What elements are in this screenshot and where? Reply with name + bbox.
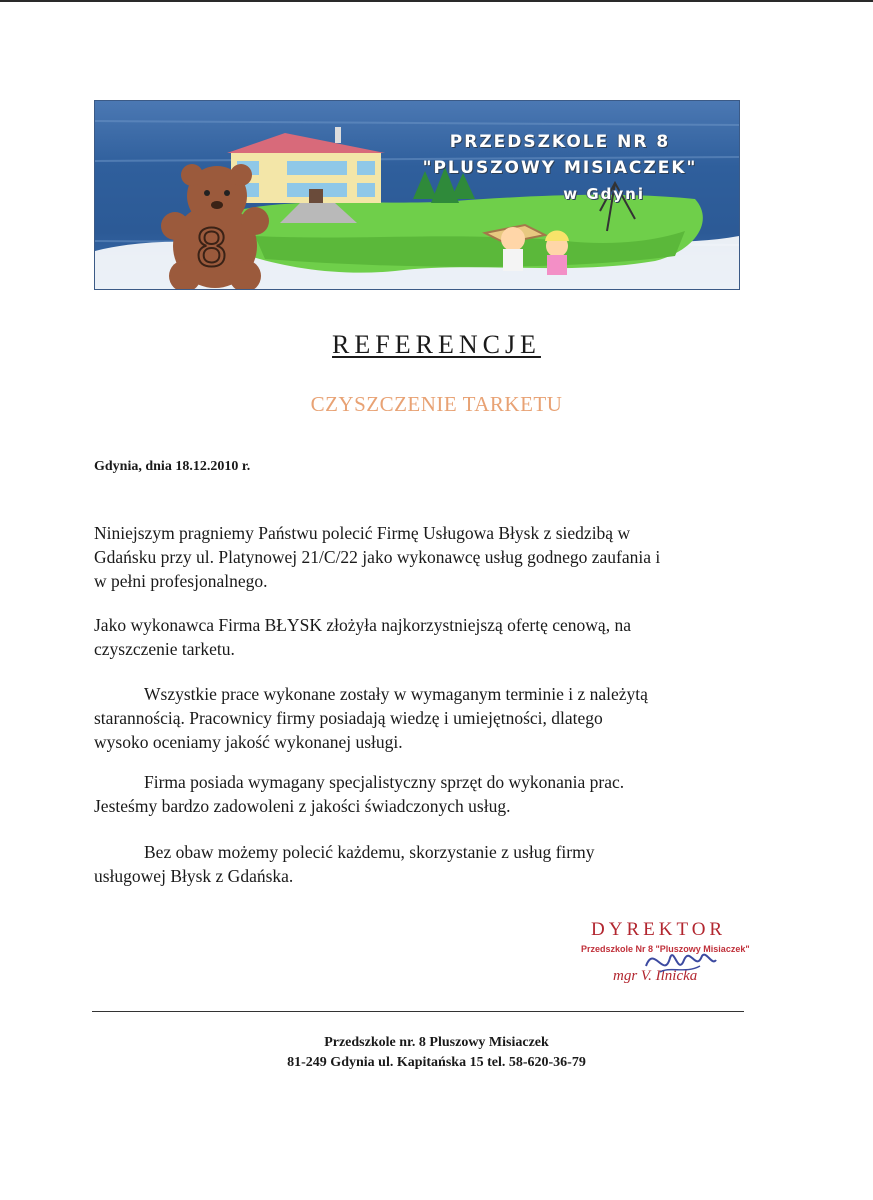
paragraph-quality xyxy=(94,682,754,754)
text-line: czyszczenie tarketu. xyxy=(94,639,235,659)
document-subheading: CZYSZCZENIE TARKETU xyxy=(310,392,563,416)
paragraph-closing xyxy=(94,840,754,888)
banner-line-1: PRZEDSZKOLE NR 8 xyxy=(449,132,671,152)
text-line: Jesteśmy bardzo zadowoleni z jakości świadczonych usług. xyxy=(94,796,511,816)
paragraph-offer xyxy=(94,613,754,661)
banner-line-3: w Gdyni xyxy=(563,185,645,203)
paragraph-equipment xyxy=(94,770,754,818)
text-line: Wszystkie prace wykonane zostały w wymaganym terminie i z należytą xyxy=(144,684,648,704)
footer-address xyxy=(0,1033,873,1073)
text-line: wysoko oceniamy jakość wykonanej usługi. xyxy=(94,732,403,752)
text-line: Gdańsku przy ul. Platynowej 21/C/22 jako wykonawcę usług godnego zaufania i xyxy=(94,547,661,567)
signature-name: mgr V. Ilnicka xyxy=(613,968,698,984)
banner-line-2: "PLUSZOWY MISIACZEK" xyxy=(422,158,698,178)
footer-line-2: 81-249 Gdynia ul. Kapitańska 15 tel. 58-620-36-79 xyxy=(287,1055,586,1070)
signature-title: DYREKTOR xyxy=(591,919,727,940)
text-line: Niniejszym pragniemy Państwu polecić Firmę Usługowa Błysk z siedzibą w xyxy=(94,523,631,543)
signature-stamp-text: Przedszkole Nr 8 "Pluszowy Misiaczek" xyxy=(581,944,750,954)
banner-title xyxy=(395,129,725,207)
text-line: Bez obaw możemy polecić każdemu, skorzystanie z usług firmy xyxy=(144,842,595,862)
text-line: Firma posiada wymagany specjalistyczny sprzęt do wykonania prac. xyxy=(144,772,625,792)
letterhead-banner xyxy=(94,100,740,290)
footer-line-1: Przedszkole nr. 8 Pluszowy Misiaczek xyxy=(324,1035,549,1050)
scan-top-edge xyxy=(0,0,873,2)
handwritten-signature-icon xyxy=(640,936,720,986)
text-line: usługowej Błysk z Gdańska. xyxy=(94,866,294,886)
text-line: Jako wykonawca Firma BŁYSK złożyła najkorzystniejszą ofertę cenową, na xyxy=(94,615,631,635)
text-line: w pełni profesjonalnego. xyxy=(94,571,268,591)
svg-text:8: 8 xyxy=(195,219,229,279)
document-heading: REFERENCJE xyxy=(332,330,541,359)
signature-stamp xyxy=(560,916,760,996)
footer-divider xyxy=(92,1011,744,1012)
paragraph-recommendation xyxy=(94,521,754,593)
date-line: Gdynia, dnia 18.12.2010 r. xyxy=(94,459,251,474)
text-line: starannością. Pracownicy firmy posiadają wiedzę i umiejętności, dlatego xyxy=(94,708,603,728)
